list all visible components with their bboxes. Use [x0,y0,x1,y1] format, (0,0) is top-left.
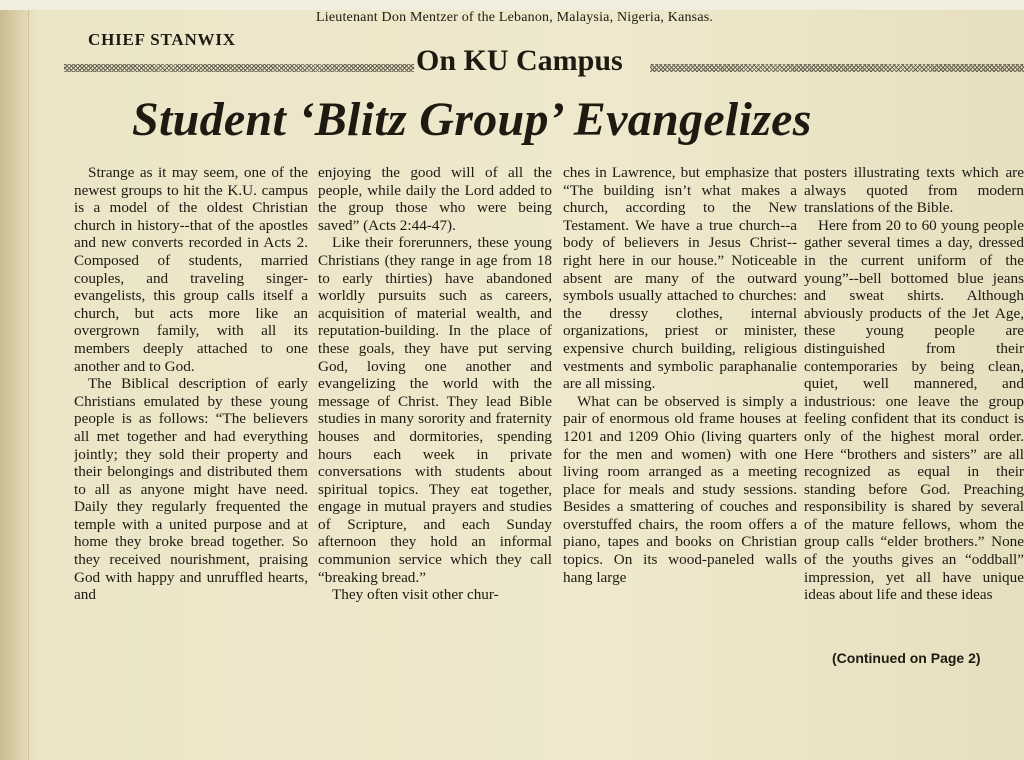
paragraph: Strange as it may seem, one of the newest groups to hit the K.U. campus is a model of the oldest Christian church in history--that of the apostles and new converts recorded in Acts 2. Composed of students, married couples, and traveling singer-evangelists, this group calls itself a church, but acts more like an overgrown family, with all its members deeply attached to one another and to God. [74,164,308,375]
headline: Student ‘Blitz Group’ Evangelizes [132,93,812,146]
decorative-rule-right [650,64,1024,72]
paragraph: Like their forerunners, these young Christians (they range in age from 18 to early thirties) have abandoned worldly pursuits such as careers, acquisition of material wealth, and reputation-building. In the place of these goals, they have put serving God, loving one another and evangelizing the world with the message of Christ. They lead Bible studies in many sorority and fraternity houses and dormitories, spending hours each week in private conversations with students about spiritual topics. They eat together, engage in mutual prayers and studies of Scripture, and each Sunday afternoon they hold an informal communion service which they call “breaking bread.” [318,234,552,586]
paper-edge [0,0,29,760]
kicker-heading: On KU Campus [416,44,623,77]
paragraph: The Biblical description of early Christians emulated by these young people is as follows: “The believers all met together and had everything jointly; they sold their property and their belongings and distributed them to all as anyone might have need. Daily they regularly frequented the temple with a united purpose and at home they broke bread together. So they received nourishment, praising God with happy and unruffled hearts, and [74,375,308,604]
article-column-4 [804,164,1024,684]
paragraph: Here from 20 to 60 young people gather several times a day, dressed in the current uniform of the young”--bell bottomed blue jeans and sweat shirts. Although abviously products of the Jet Age, these young people are distinguished from their contemporaries by being clean, quiet, well mannered, and industrious: one leave the group feeling confident that its conduct is only of the highest moral order. Here “brothers and sisters” are all recognized as equal in their standing before God. Preaching responsibility is shared by several of the mature fellows, whom the group calls “elder brothers.” None of the youths gives an “oddball” impression, yet all have unique ideas about life and these ideas [804,216,1024,604]
paragraph: posters illustrating texts which are always quoted from modern translations of the Bible. [804,164,1024,217]
article-column-1 [74,164,308,684]
dateline: Lieutenant Don Mentzer of the Lebanon, Malaysia, Nigeria, Kansas. [316,10,714,25]
paragraph: What can be observed is simply a pair of enormous old frame houses at 1201 and 1209 Ohio (living quarters for the men and women) with one living room arranged as a meeting place for meals and study sessions. Besides a smattering of couches and overstuffed chairs, the room offers a piano, tapes and books on Christian topics. On its wood-paneled walls hang large [563,392,797,586]
article-column-3 [563,164,797,684]
article-column-2 [318,164,552,684]
continued-notice: (Continued on Page 2) [832,650,981,666]
paragraph: ches in Lawrence, but emphasize that “The building isn’t what makes a church, according to the New Testament. We have a true church--a body of believers in Jesus Christ--right here in our house.” Noticeable absent are many of the outward symbols usually attached to churches: the dressy clothes, internal organizations, priest or minister, expensive church building, religious vestments and symbolic paraphanalie are all missing. [563,164,797,393]
paragraph: enjoying the good will of all the people, while daily the Lord added to the group those who were being saved” (Acts 2:44-47). [318,164,552,234]
decorative-rule-left [64,64,414,72]
paragraph: They often visit other chur- [332,586,499,604]
paper-top-edge [0,0,1024,10]
section-tag: CHIEF STANWIX [88,30,236,49]
